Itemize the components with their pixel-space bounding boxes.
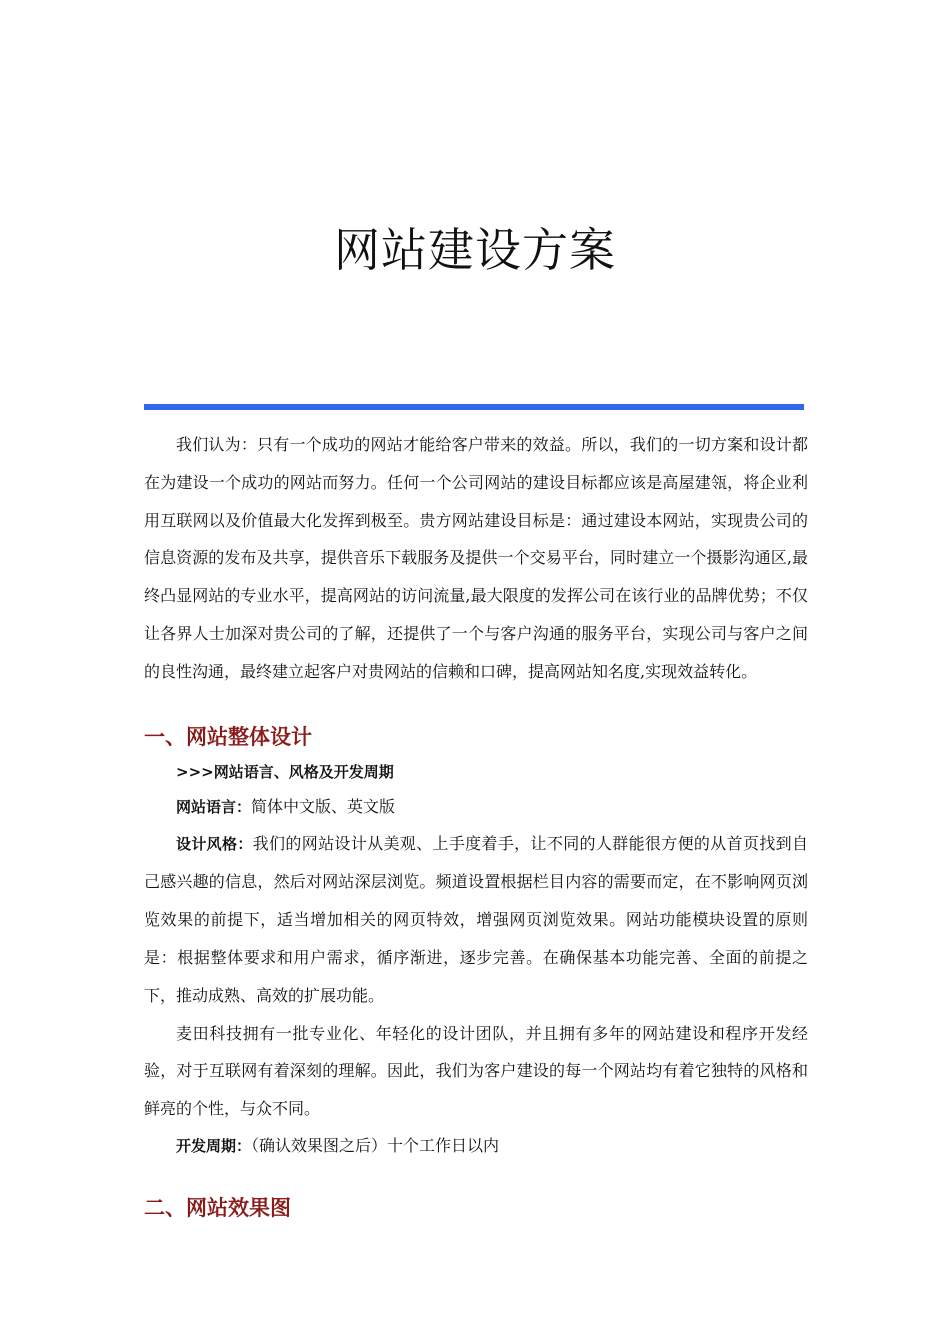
- language-value: 简体中文版、英文版: [251, 796, 396, 816]
- document-body: [144, 426, 808, 1226]
- team-paragraph: 麦田科技拥有一批专业化、年轻化的设计团队，并且拥有多年的网站建设和程序开发经验，对于互联网有着深刻的理解。因此，我们为客户建设的每一个网站均有着它独特的风格和鲜亮的个性，与众不同。: [144, 1023, 808, 1119]
- intro-paragraph: 我们认为：只有一个成功的网站才能给客户带来的效益。所以，我们的一切方案和设计都在为建设一个成功的网站而努力。任何一个公司网站的建设目标都应该是高屋建瓴，将企业利用互联网以及价值最大化发挥到极至。贵方网站建设目标是：通过建设本网站，实现贵公司的信息资源的发布及共享，提供音乐下载服务及提供一个交易平台，同时建立一个摄影沟通区,最终凸显网站的专业水平，提高网站的访问流量,最大限度的发挥公司在该行业的品牌优势；不仅让各界人士加深对贵公司的了解，还提供了一个与客户沟通的服务平台，实现公司与客户之间的良性沟通，最终建立起客户对贵网站的信赖和口碑，提高网站知名度,实现效益转化。: [144, 435, 808, 681]
- style-paragraph: [144, 825, 808, 1015]
- language-label: 网站语言：: [176, 797, 252, 816]
- cycle-label: 开发周期：: [176, 1136, 252, 1155]
- section-heading-effect-images: 二、网站效果图: [144, 1195, 291, 1220]
- document-title: 网站建设方案: [334, 223, 616, 277]
- style-text: 我们的网站设计从美观、上手度着手，让不同的人群能很方便的从首页找到自己感兴趣的信息，然后对网站深层浏览。频道设置根据栏目内容的需要而定，在不影响网页浏览效果的前提下，适当增加相关的网页特效，增强网页浏览效果。网站功能模块设置的原则是：根据整体要求和用户需求，循序渐进，逐步完善。在确保基本功能完善、全面的前提之下，推动成熟、高效的扩展功能。: [144, 833, 808, 1005]
- section-heading-overall-design: 一、网站整体设计: [144, 724, 312, 749]
- style-label: 设计风格：: [176, 834, 253, 853]
- subheading-language-style-cycle: >>>网站语言、风格及开发周期: [176, 762, 394, 781]
- cycle-value: （确认效果图之后）十个工作日以内: [251, 1135, 500, 1155]
- language-paragraph: [144, 789, 808, 825]
- cycle-paragraph: [144, 1128, 808, 1164]
- title-divider: [144, 404, 804, 410]
